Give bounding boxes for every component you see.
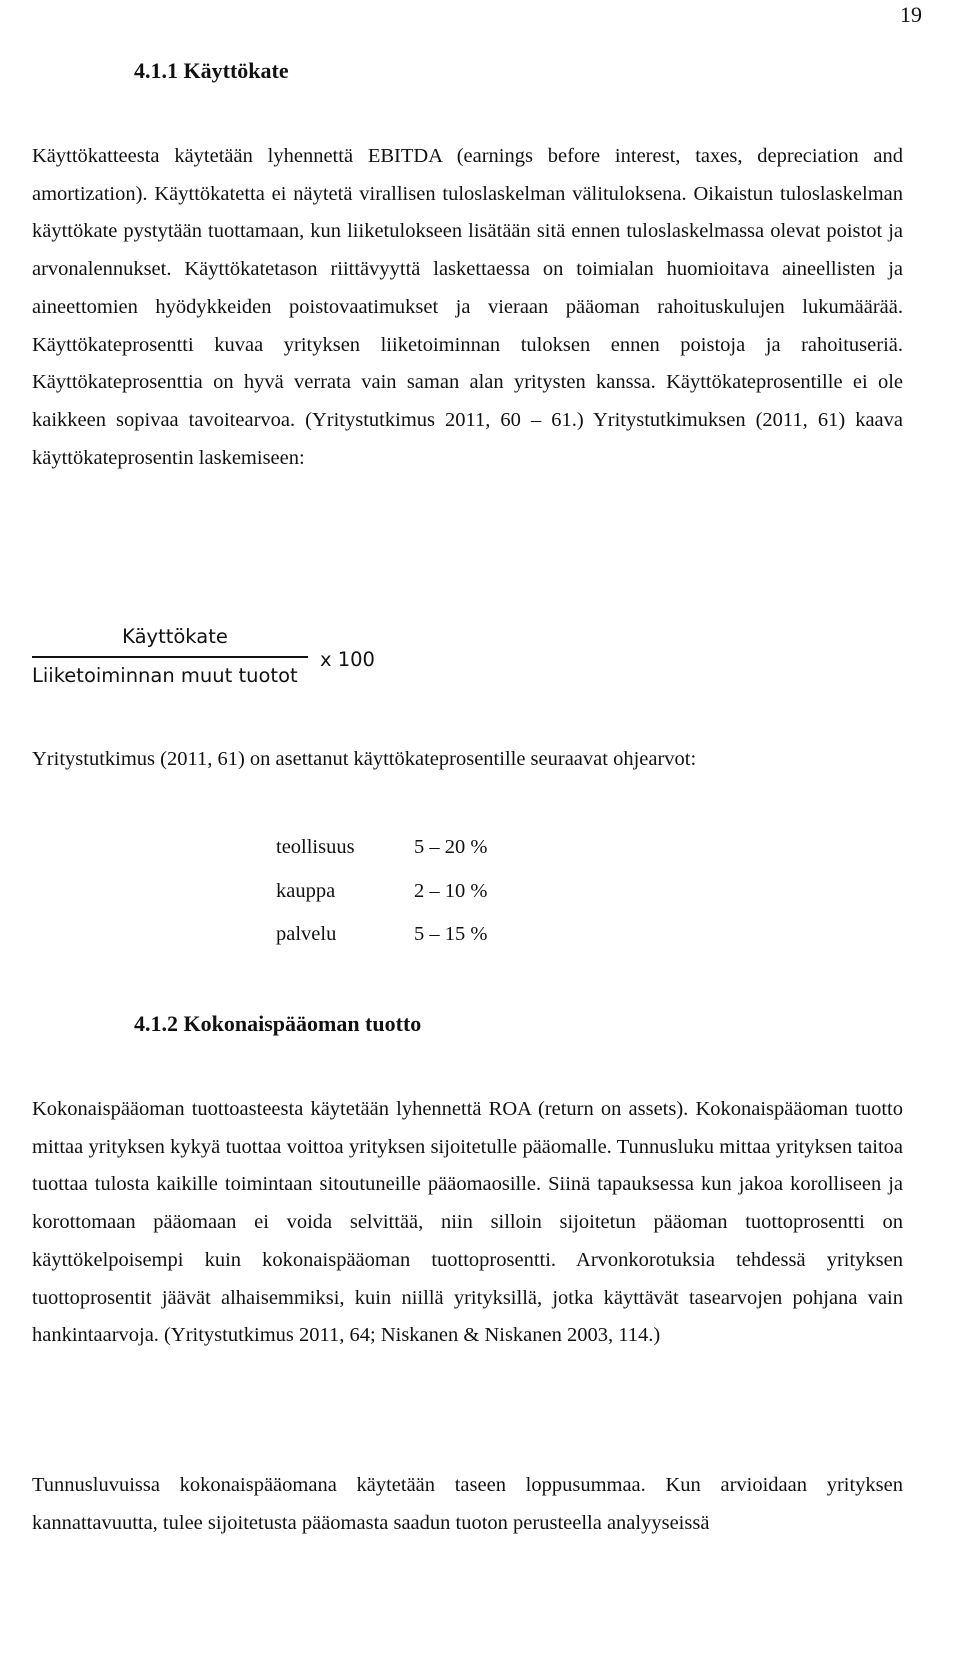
section-heading-kayttokate: 4.1.1 Käyttökate [134, 58, 289, 83]
fraction-bar [32, 656, 308, 658]
table-row [276, 913, 487, 957]
reference-values-table [276, 826, 487, 957]
table-row [276, 870, 487, 914]
industry-range: 5 – 20 % [414, 836, 488, 859]
formula-numerator: Käyttökate [122, 625, 228, 648]
page-number: 19 [900, 2, 922, 27]
formula-multiplier: x 100 [320, 648, 375, 671]
reference-intro: Yritystutkimus (2011, 61) on asettanut käyttökateprosentille seuraavat ohjearvot: [32, 748, 697, 770]
section-heading-kokonaispaaoman-tuotto: 4.1.2 Kokonaispääoman tuotto [134, 1011, 422, 1036]
industry-label: palvelu [276, 923, 337, 946]
industry-range: 2 – 10 % [414, 879, 488, 902]
industry-range: 5 – 15 % [414, 923, 488, 946]
formula-kayttokateprosentti [32, 622, 392, 692]
formula-denominator: Liiketoiminnan muut tuotot [32, 663, 298, 687]
paragraph-kayttokate: Käyttökatteesta käytetään lyhennettä EBITDA (earnings before interest, taxes, depreciation and amortization). Käyttökatetta ei näytetä virallisen tuloslaskelman välituloksena. Oikaistun tuloslaskelman käyttökate pystytään tuottamaan, kun liiketulokseen lisätään sitä ennen tuloslaskelmassa olevat poistot ja arvonalennukset. Käyttökatetason riittävyyttä laskettaessa on toimialan huomioitava aineellisten ja aineettomien hyödykkeiden poistovaatimukset ja vieraan pääoman rahoituskulujen lukumäärää. Käyttökateprosentti kuvaa yrityksen liiketoiminnan tuloksen ennen poistoja ja rahoituseriä. Käyttökateprosenttia on hyvä verrata vain saman alan yritysten kanssa. Käyttökateprosentille ei ole kaikkeen sopivaa tavoitearvoa. (Yritystutkimus 2011, 60 – 61.) Yritystutkimuksen (2011, 61) kaava käyttökateprosentin laskemiseen: [32, 145, 903, 469]
industry-label: kauppa [276, 879, 336, 902]
paragraph-kokonaispaaoman-tuotto: Kokonaispääoman tuottoasteesta käytetään lyhennettä ROA (return on assets). Kokonaispääoman tuotto mittaa yrityksen kykyä tuottaa voittoa yrityksen sijoitetulle pääomalle. Tunnusluku mittaa yrityksen taitoa tuottaa tulosta kaikille toimintaan sitoutuneille pääomaosille. Siinä tapauksessa kun jakoa korolliseen ja korottomaan pääomaan ei voida selvittää, niin silloin sijoitetun pääoman tuottoprosentti on käyttökelpoisempi kuin kokonaispääoman tuottoprosentti. Arvonkorotuksia tehdessä yrityksen tuottoprosentit jäävät alhaisemmiksi, kuin niillä yrityksillä, jotka käyttävät tasearvojen pohjana vain hankintaarvoja. (Yritystutkimus 2011, 64; Niskanen & Niskanen 2003, 114.) [32, 1098, 903, 1347]
paragraph-tunnusluvut: Tunnusluvuissa kokonaispääomana käytetään taseen loppusummaa. Kun arvioidaan yrityksen kannattavuutta, tulee sijoitetusta pääomasta saadun tuoton perusteella analyyseissä [32, 1474, 903, 1534]
industry-label: teollisuus [276, 836, 355, 859]
table-row [276, 826, 487, 870]
formula-fraction [32, 622, 308, 690]
